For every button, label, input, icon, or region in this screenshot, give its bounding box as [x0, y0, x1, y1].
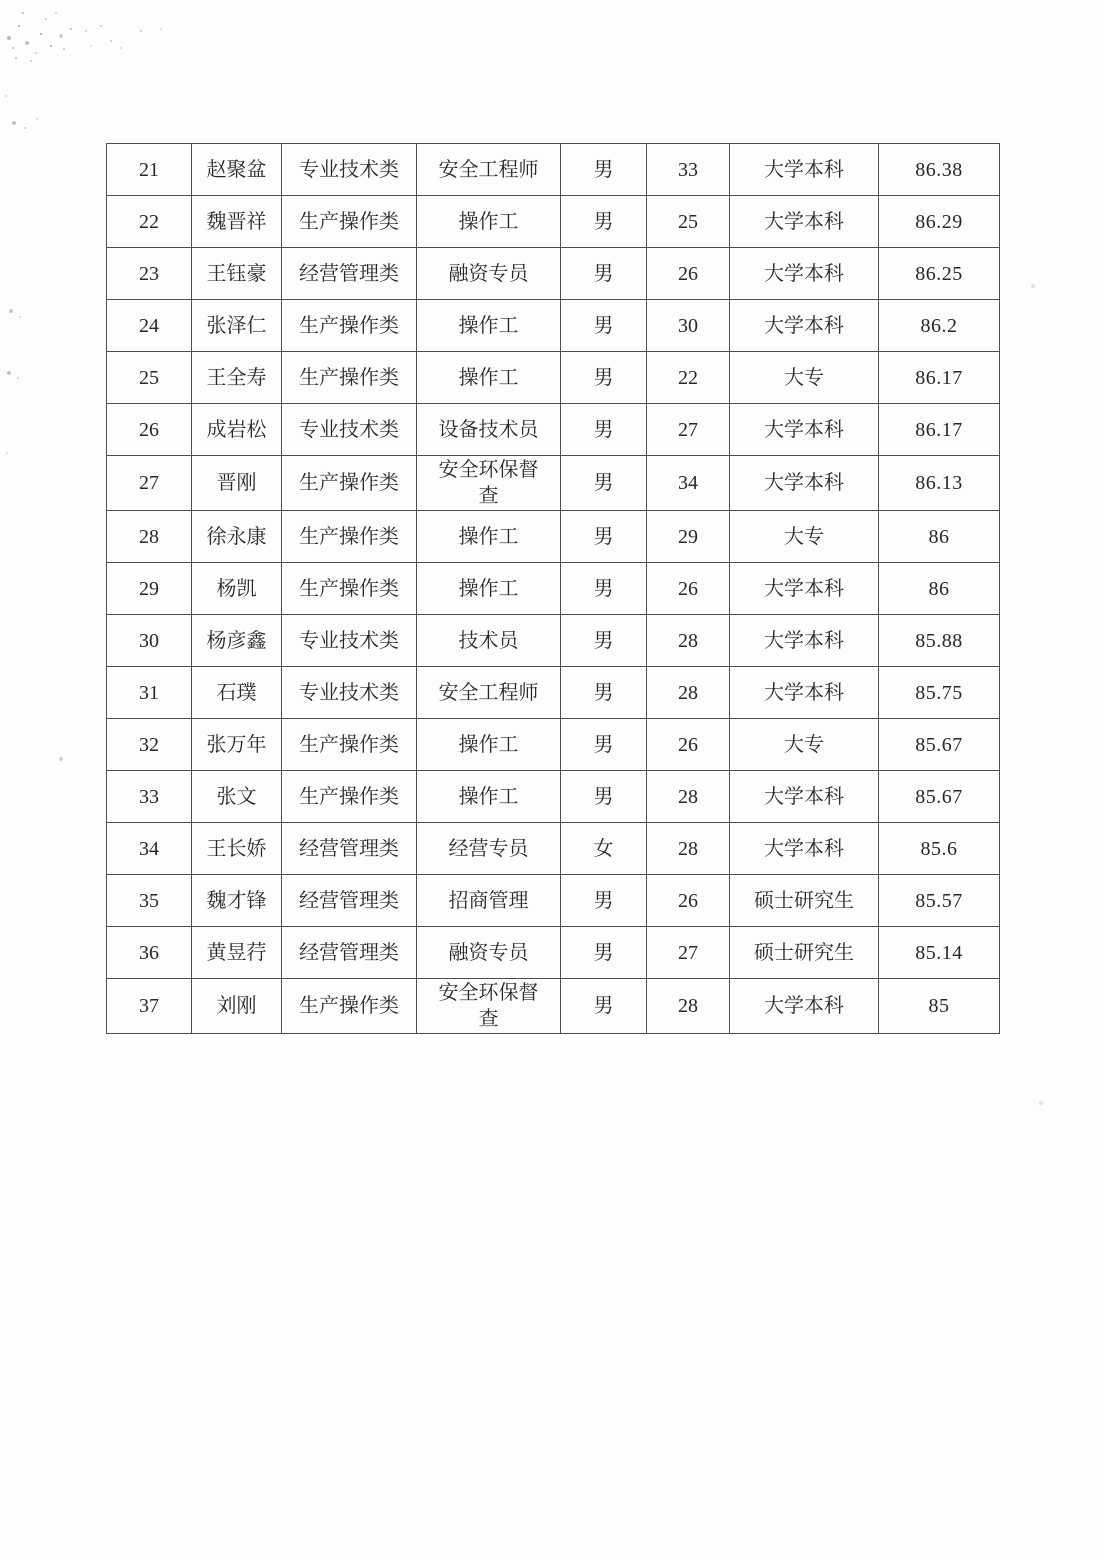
cell-name: 张万年: [192, 719, 282, 771]
cell-score: 86.2: [879, 300, 1000, 352]
cell-rank: 24: [107, 300, 192, 352]
cell-category: 生产操作类: [282, 511, 417, 563]
cell-rank: 28: [107, 511, 192, 563]
cell-name: 王长娇: [192, 823, 282, 875]
cell-age: 22: [647, 352, 730, 404]
cell-education: 大专: [730, 352, 879, 404]
table-row: [107, 719, 1000, 771]
cell-rank: 26: [107, 404, 192, 456]
cell-rank: 25: [107, 352, 192, 404]
cell-gender: 男: [561, 511, 647, 563]
cell-position: 融资专员: [417, 927, 561, 979]
cell-education: 大学本科: [730, 404, 879, 456]
cell-education: 硕士研究生: [730, 875, 879, 927]
cell-name: 张文: [192, 771, 282, 823]
cell-age: 28: [647, 823, 730, 875]
cell-position: 操作工: [417, 771, 561, 823]
cell-name: 晋刚: [192, 456, 282, 511]
cell-education: 大学本科: [730, 196, 879, 248]
cell-rank: 31: [107, 667, 192, 719]
cell-score: 85.14: [879, 927, 1000, 979]
cell-score: 86.13: [879, 456, 1000, 511]
cell-education: 硕士研究生: [730, 927, 879, 979]
table-row: [107, 300, 1000, 352]
cell-rank: 37: [107, 979, 192, 1034]
cell-age: 33: [647, 144, 730, 196]
cell-position: 操作工: [417, 719, 561, 771]
cell-name: 赵聚盆: [192, 144, 282, 196]
cell-gender: 男: [561, 979, 647, 1034]
cell-score: 86.38: [879, 144, 1000, 196]
cell-age: 30: [647, 300, 730, 352]
cell-education: 大学本科: [730, 456, 879, 511]
cell-score: 86.17: [879, 352, 1000, 404]
cell-score: 86.17: [879, 404, 1000, 456]
cell-position: 安全工程师: [417, 144, 561, 196]
cell-education: 大学本科: [730, 823, 879, 875]
cell-gender: 男: [561, 456, 647, 511]
table-row: [107, 771, 1000, 823]
table-row: [107, 563, 1000, 615]
cell-name: 魏才锋: [192, 875, 282, 927]
cell-age: 26: [647, 875, 730, 927]
cell-gender: 男: [561, 667, 647, 719]
cell-name: 徐永康: [192, 511, 282, 563]
table-row: [107, 875, 1000, 927]
cell-score: 86.29: [879, 196, 1000, 248]
cell-rank: 21: [107, 144, 192, 196]
table-row: [107, 615, 1000, 667]
cell-rank: 33: [107, 771, 192, 823]
cell-category: 生产操作类: [282, 979, 417, 1034]
cell-gender: 男: [561, 719, 647, 771]
cell-gender: 女: [561, 823, 647, 875]
cell-age: 27: [647, 927, 730, 979]
cell-age: 28: [647, 667, 730, 719]
cell-score: 85.67: [879, 719, 1000, 771]
cell-name: 王全寿: [192, 352, 282, 404]
cell-name: 黄昱荇: [192, 927, 282, 979]
cell-name: 张泽仁: [192, 300, 282, 352]
cell-rank: 22: [107, 196, 192, 248]
cell-gender: 男: [561, 927, 647, 979]
cell-name: 刘刚: [192, 979, 282, 1034]
cell-age: 26: [647, 719, 730, 771]
cell-rank: 27: [107, 456, 192, 511]
cell-age: 29: [647, 511, 730, 563]
cell-education: 大专: [730, 719, 879, 771]
cell-gender: 男: [561, 196, 647, 248]
cell-category: 专业技术类: [282, 404, 417, 456]
cell-education: 大学本科: [730, 979, 879, 1034]
table-row: [107, 144, 1000, 196]
cell-rank: 36: [107, 927, 192, 979]
cell-rank: 30: [107, 615, 192, 667]
cell-gender: 男: [561, 144, 647, 196]
table-body: [107, 144, 1000, 1034]
cell-age: 28: [647, 771, 730, 823]
cell-name: 石璞: [192, 667, 282, 719]
cell-name: 魏晋祥: [192, 196, 282, 248]
candidate-score-table: [106, 143, 1000, 1034]
cell-category: 生产操作类: [282, 300, 417, 352]
cell-age: 25: [647, 196, 730, 248]
cell-gender: 男: [561, 771, 647, 823]
cell-rank: 35: [107, 875, 192, 927]
cell-name: 王钰豪: [192, 248, 282, 300]
cell-category: 生产操作类: [282, 771, 417, 823]
cell-score: 85.6: [879, 823, 1000, 875]
cell-education: 大学本科: [730, 771, 879, 823]
cell-position: 经营专员: [417, 823, 561, 875]
cell-position: 安全环保督查: [417, 456, 561, 511]
cell-name: 成岩松: [192, 404, 282, 456]
cell-category: 生产操作类: [282, 563, 417, 615]
cell-position: 招商管理: [417, 875, 561, 927]
cell-gender: 男: [561, 248, 647, 300]
cell-category: 专业技术类: [282, 615, 417, 667]
cell-age: 26: [647, 563, 730, 615]
cell-name: 杨凯: [192, 563, 282, 615]
table-row: [107, 352, 1000, 404]
cell-age: 28: [647, 615, 730, 667]
table-row: [107, 511, 1000, 563]
cell-category: 经营管理类: [282, 875, 417, 927]
table-row: [107, 823, 1000, 875]
cell-score: 85.67: [879, 771, 1000, 823]
cell-name: 杨彦鑫: [192, 615, 282, 667]
cell-position: 安全环保督查: [417, 979, 561, 1034]
cell-education: 大学本科: [730, 615, 879, 667]
cell-education: 大学本科: [730, 248, 879, 300]
cell-position: 操作工: [417, 196, 561, 248]
cell-score: 85.88: [879, 615, 1000, 667]
cell-education: 大学本科: [730, 667, 879, 719]
cell-age: 28: [647, 979, 730, 1034]
cell-rank: 32: [107, 719, 192, 771]
cell-score: 86: [879, 511, 1000, 563]
cell-position: 操作工: [417, 352, 561, 404]
table-row: [107, 667, 1000, 719]
table-row: [107, 927, 1000, 979]
cell-category: 生产操作类: [282, 456, 417, 511]
cell-score: 85.57: [879, 875, 1000, 927]
cell-gender: 男: [561, 615, 647, 667]
scan-noise-speckles: [0, 0, 2, 2]
cell-age: 34: [647, 456, 730, 511]
cell-score: 85.75: [879, 667, 1000, 719]
cell-category: 经营管理类: [282, 823, 417, 875]
cell-rank: 29: [107, 563, 192, 615]
cell-category: 生产操作类: [282, 196, 417, 248]
cell-category: 专业技术类: [282, 667, 417, 719]
cell-gender: 男: [561, 300, 647, 352]
cell-position: 技术员: [417, 615, 561, 667]
cell-gender: 男: [561, 875, 647, 927]
table-row: [107, 196, 1000, 248]
cell-rank: 23: [107, 248, 192, 300]
cell-score: 86: [879, 563, 1000, 615]
cell-position: 操作工: [417, 300, 561, 352]
cell-score: 85: [879, 979, 1000, 1034]
cell-gender: 男: [561, 404, 647, 456]
cell-position: 操作工: [417, 511, 561, 563]
cell-category: 经营管理类: [282, 927, 417, 979]
cell-category: 生产操作类: [282, 352, 417, 404]
cell-age: 27: [647, 404, 730, 456]
table-row: [107, 404, 1000, 456]
cell-category: 经营管理类: [282, 248, 417, 300]
cell-score: 86.25: [879, 248, 1000, 300]
cell-gender: 男: [561, 563, 647, 615]
cell-education: 大学本科: [730, 144, 879, 196]
cell-position: 融资专员: [417, 248, 561, 300]
table-row: [107, 979, 1000, 1034]
table-row: [107, 248, 1000, 300]
cell-category: 生产操作类: [282, 719, 417, 771]
cell-category: 专业技术类: [282, 144, 417, 196]
cell-position: 操作工: [417, 563, 561, 615]
cell-age: 26: [647, 248, 730, 300]
cell-education: 大学本科: [730, 300, 879, 352]
cell-gender: 男: [561, 352, 647, 404]
table-row: [107, 456, 1000, 511]
cell-education: 大学本科: [730, 563, 879, 615]
cell-position: 设备技术员: [417, 404, 561, 456]
cell-rank: 34: [107, 823, 192, 875]
cell-education: 大专: [730, 511, 879, 563]
cell-position: 安全工程师: [417, 667, 561, 719]
